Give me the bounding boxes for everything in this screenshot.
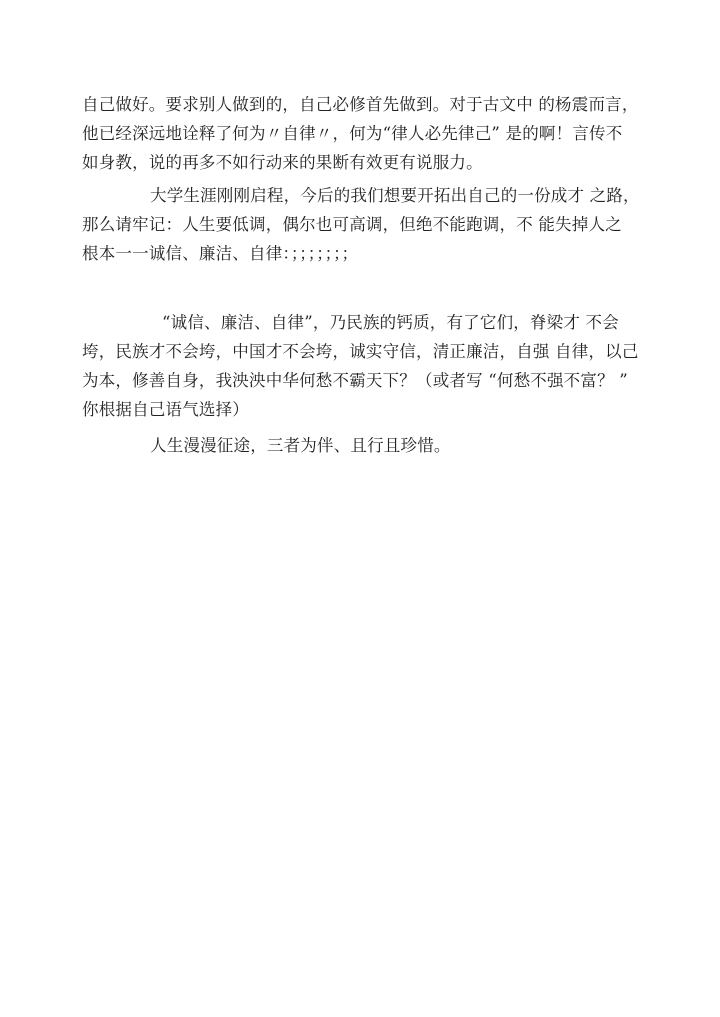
paragraph-3-line-1: “诚信、廉洁、自律”，乃民族的钙质，有了它们，脊梁才 不会: [162, 313, 619, 332]
paragraph-1-line-1: 自己做好。要求别人做到的，自己必修首先做到。对于古文中 的杨震而言，: [82, 95, 639, 114]
paragraph-4-line-1: 人生漫漫征途，三者为伴、且行且珍惜。: [150, 436, 451, 455]
paragraph-3-line-2: 垮，民族才不会垮，中国才不会垮，诚实守信，清正廉洁，自强 自律，以己: [82, 342, 639, 361]
paragraph-3-line-3: 为本，修善自身，我泱泱中华何愁不霸天下？（或者写 “何愁不强不富？ ”: [82, 371, 628, 390]
paragraph-3-line-4: 你根据自己语气选择）: [82, 400, 249, 419]
paragraph-2-line-3: 根本一一诚信、廉洁、自律：；；；；；；；: [82, 244, 359, 263]
paragraph-2-line-1: 大学生涯刚刚启程，今后的我们想要开拓出自己的一份成才 之路，: [150, 186, 640, 205]
paragraph-1-line-2: 他已经深远地诠释了何为〃自律〃，何为“律人必先律己” 是的啊！言传不: [82, 124, 623, 143]
paragraph-2-line-2: 那么请牢记：人生要低调，偶尔也可高调，但绝不能跑调，不 能失掉人之: [82, 215, 622, 234]
paragraph-1-line-3: 如身教，说的再多不如行动来的果断有效更有说服力。: [82, 153, 483, 172]
